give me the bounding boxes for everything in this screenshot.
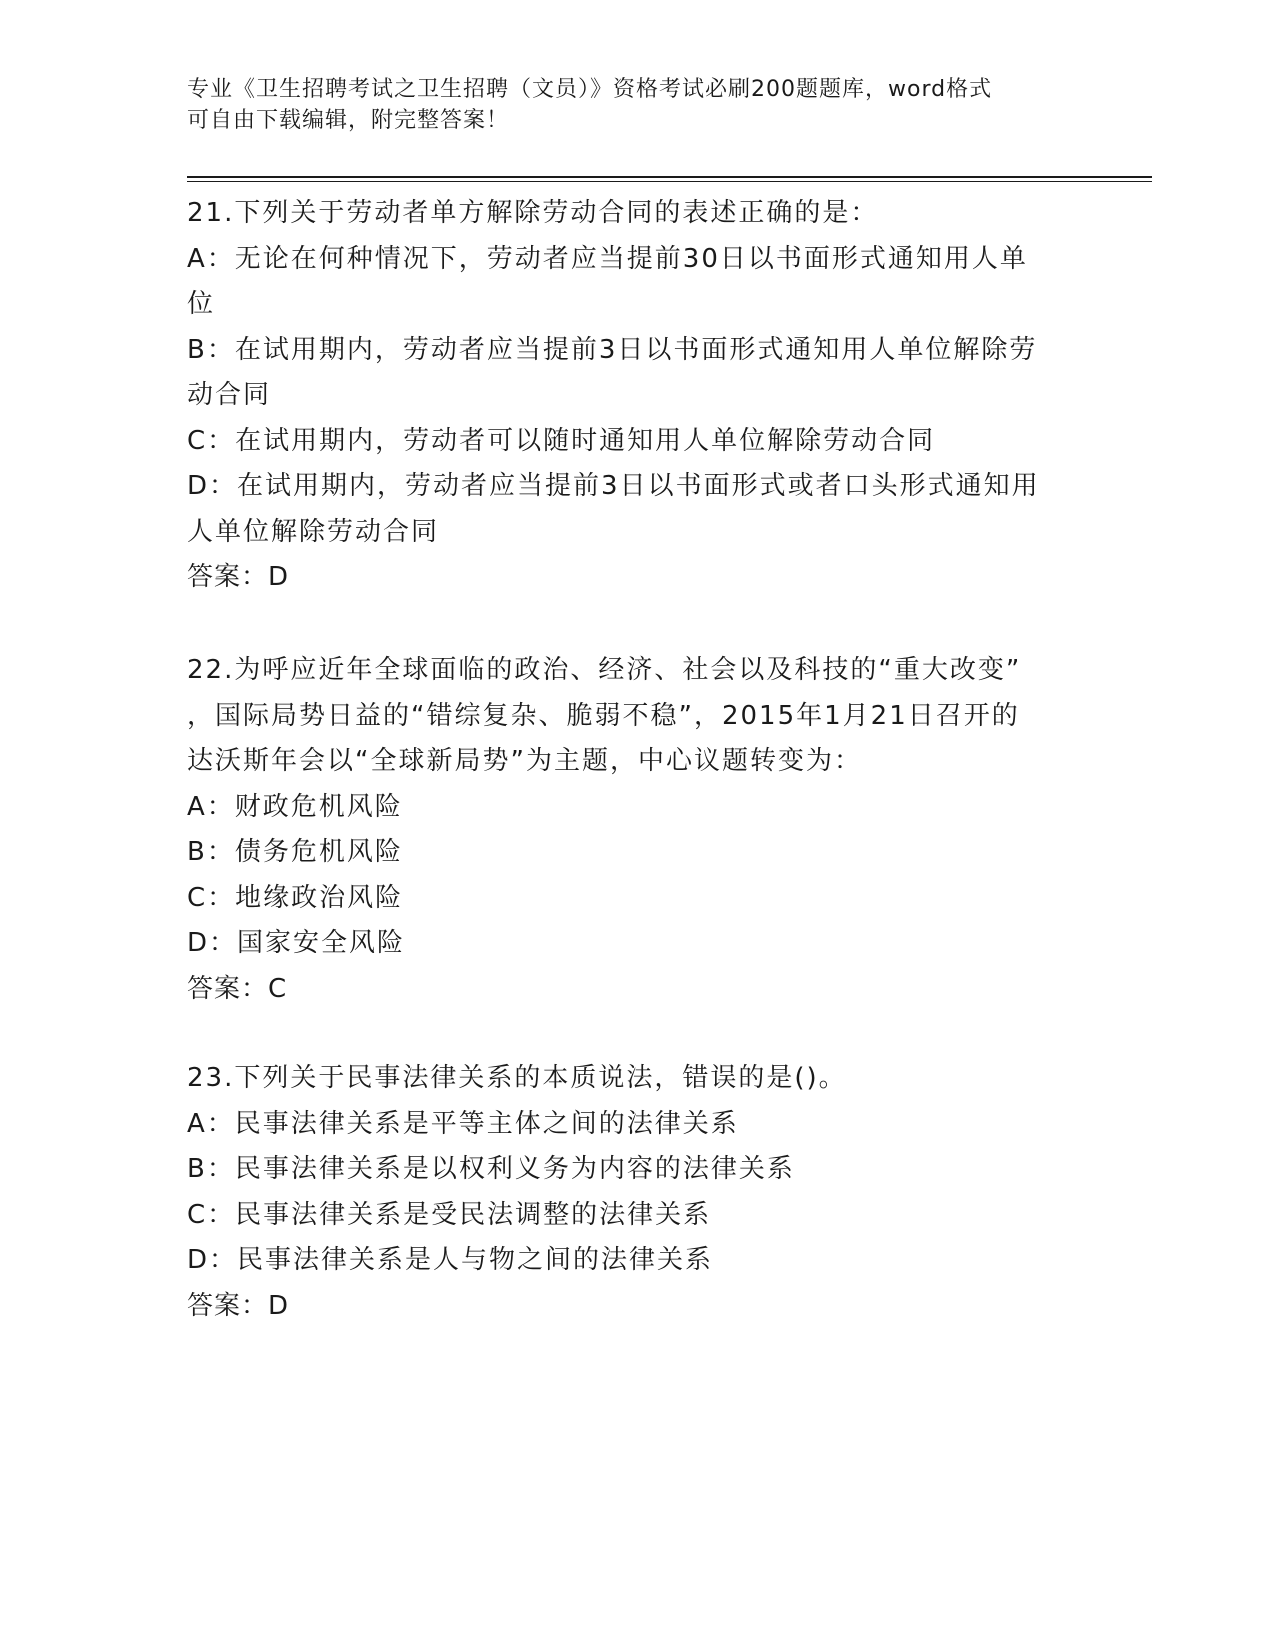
question-stem-continued: ，国际局势日益的“错综复杂、脆弱不稳”，2015年1月21日召开的 (187, 700, 1020, 731)
option-a: A：财政危机风险 (187, 791, 403, 822)
answer-text: 答案：D (187, 562, 290, 592)
question-stem-continued: 达沃斯年会以“全球新局势”为主题，中心议题转变为： (187, 746, 862, 776)
header-line-1: 专业《卫生招聘考试之卫生招聘（文员）》资格考试必刷200题题库，word格式 (187, 77, 993, 102)
option-a: A：民事法律关系是平等主体之间的法律关系 (187, 1108, 739, 1139)
option-d: D：民事法律关系是人与物之间的法律关系 (187, 1245, 714, 1275)
option-b: B：在试用期内，劳动者应当提前3日以书面形式通知用人单位解除劳 (187, 334, 1038, 365)
question-23 (187, 1056, 1087, 1329)
option-d: D：在试用期内，劳动者应当提前3日以书面形式或者口头形式通知用 (187, 471, 1040, 501)
question-stem: 22.为呼应近年全球面临的政治、经济、社会以及科技的“重大改变” (187, 655, 1022, 685)
question-stem: 21.下列关于劳动者单方解除劳动合同的表述正确的是： (187, 198, 879, 228)
header-line-2: 可自由下载编辑，附完整答案！ (187, 108, 510, 133)
answer-text: 答案：D (187, 1290, 290, 1321)
option-c: C：民事法律关系是受民法调整的法律关系 (187, 1199, 712, 1230)
question-22 (187, 648, 1087, 1012)
option-a-continued: 位 (187, 289, 216, 319)
option-b-continued: 动合同 (187, 380, 272, 410)
header-rule-thin (187, 181, 1152, 182)
document-header (187, 74, 1087, 136)
option-c: C：在试用期内，劳动者可以随时通知用人单位解除劳动合同 (187, 425, 936, 456)
header-rule-thick (187, 176, 1152, 178)
answer-text: 答案：C (187, 973, 288, 1004)
option-c: C：地缘政治风险 (187, 882, 404, 913)
option-b: B：债务危机风险 (187, 837, 403, 867)
question-21 (187, 191, 1087, 600)
option-d-continued: 人单位解除劳动合同 (187, 516, 440, 547)
option-d: D：国家安全风险 (187, 928, 406, 958)
option-a: A：无论在何种情况下，劳动者应当提前30日以书面形式通知用人单 (187, 243, 1028, 274)
question-stem: 23.下列关于民事法律关系的本质说法，错误的是()。 (187, 1063, 847, 1093)
option-b: B：民事法律关系是以权利义务为内容的法律关系 (187, 1154, 795, 1184)
